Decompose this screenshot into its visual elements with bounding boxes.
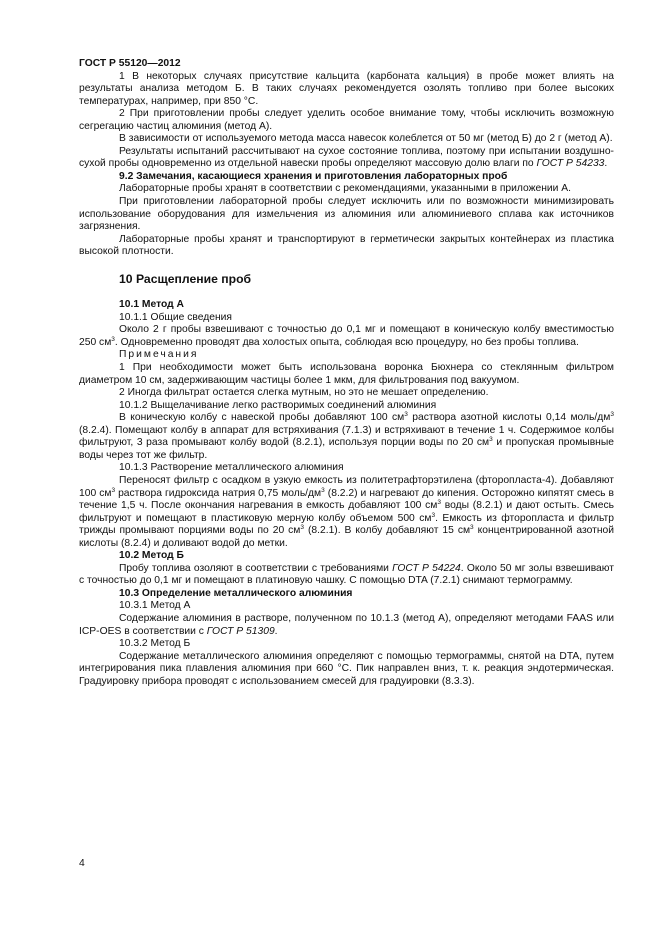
section-heading: 10.3 Определение металлического алюминия	[119, 587, 353, 599]
notes-label: Примечания	[119, 349, 199, 361]
paragraph: В коническую колбу с навеской пробы добавляют 100 $см^3$ раствора азотной кислоты 0,14 моль/$дм^3$ (8.2.4). Помещают колбу в аппарат для встряхивания (7.1.3) и встряхивают в течение 1 ч. Содержимое колбы фильтруют, 3 раза промывают колбу водой (8.2.1), используя порции воды по 20 $см^3$ и пропуская промывные воды через тот же фильтр.	[79, 411, 614, 461]
paragraph: 1 В некоторых случаях присутствие кальцита (карбоната кальция) в пробе может влиять на результаты анализа методом Б. В таких случаях рекомендуется озолять топливо при более высоких температурах, например, при 850 °С.	[79, 70, 614, 107]
paragraph: Содержание алюминия в растворе, полученном по 10.1.3 (метод А), определяют методами FAAS или ICP-OES в соответствии с ГОСТ Р 51309.	[79, 612, 614, 637]
document-page	[79, 58, 614, 688]
paragraph: Лабораторные пробы хранят и транспортируют в герметически закрытых контейнерах из пластика высокой плотности.	[79, 233, 614, 258]
standard-reference: ГОСТ Р 54224	[392, 562, 461, 574]
paragraph: Лабораторные пробы хранят в соответствии с рекомендациями, указанными в приложении А.	[119, 183, 572, 195]
note: 2 Иногда фильтрат остается слегка мутным, но это не мешает определению.	[119, 387, 489, 399]
subsection-heading: 10.3.2 Метод Б	[119, 638, 191, 650]
section-heading: 10.2 Метод Б	[119, 550, 184, 562]
paragraph: 2 При приготовлении пробы следует уделить особое внимание тому, чтобы исключить возможную сегрегацию частиц алюминия (метод А).	[79, 108, 614, 132]
standard-reference: ГОСТ Р 54233	[536, 158, 605, 170]
note: 1 При необходимости может быть использована воронка Бюхнера со стеклянным фильтром диаметром 10 см, задерживающим частицы более 1 мкм, для фильтрования под вакуумом.	[79, 362, 614, 386]
document-header: ГОСТ Р 55120—2012	[79, 58, 181, 69]
paragraph: При приготовлении лабораторной пробы следует исключить или по возможности минимизировать использование оборудования для измельчения из алюминия или алюминиевого сплава как источников загрязнения.	[79, 196, 614, 233]
subsection-heading: 10.1.1 Общие сведения	[119, 311, 232, 323]
paragraph: В зависимости от используемого метода масса навесок колеблется от 50 мг (метод Б) до 2 г (метод А).	[119, 133, 613, 145]
subsection-heading: 10.1.2 Выщелачивание легко растворимых соединений алюминия	[119, 399, 437, 411]
chapter-heading: 10 Расщепление проб	[119, 271, 252, 286]
page-number: 4	[79, 858, 85, 869]
paragraph: Пробу топлива озоляют в соответствии с требованиями ГОСТ Р 54224. Около 50 мг золы взвешивают с точностью до 0,1 мг и помещают в платиновую чашку. С помощью DTA (7.2.1) снимают термограмму.	[79, 562, 614, 587]
subsection-heading: 10.1.3 Растворение металлического алюминия	[119, 462, 344, 474]
standard-reference: ГОСТ Р 51309	[206, 625, 275, 637]
subsection-heading: 10.3.1 Метод А	[119, 600, 191, 612]
paragraph: Содержание металлического алюминия определяют с помощью термограммы, снятой на DTA, путем интегрирования пика плавления алюминия при 660 °С. Пик направлен вниз, т. к. реакция эндотермическая. Градуировку прибора проводят с использованием смесей для градуировки (8.3.3).	[79, 650, 614, 687]
paragraph: Результаты испытаний рассчитывают на сухое состояние топлива, поэтому при испытании воздушно-сухой пробы одновременно из отдельной навески пробы определяют массовую долю влаги по ГОСТ Р 54233.	[79, 145, 614, 170]
paragraph: Переносят фильтр с осадком в узкую емкость из политетрафторэтилена (фторопласта-4). Добавляют 100 $см^3$ раствора гидроксида натрия 0,75 моль/$дм^3$ (8.2.2) и нагревают до кипения. Осторожно кипятят смесь в течение 1,5 ч. После окончания нагревания в емкость добавляют 100 $см^3$ воды (8.2.1) и дают остыть. Смесь фильтруют и помещают в пластиковую мерную колбу объемом 500 $см^3$. Емкость из фторопласта и фильтр трижды промывают порциями воды по 20 $см^3$ (8.2.1). В колбу добавляют 15 $см^3$ концентрированной азотной кислоты (8.2.4) и доливают водой до метки.	[79, 474, 615, 549]
section-heading: 10.1 Метод А	[119, 299, 184, 311]
section-heading: 9.2 Замечания, касающиеся хранения и приготовления лабораторных проб	[119, 170, 508, 182]
paragraph: Около 2 г пробы взвешивают с точностью до 0,1 мг и помещают в коническую колбу вместимостью 250 $см^3$. Одновременно проводят два холостых опыта, соблюдая всю процедуру, но без пробы топлива.	[79, 324, 614, 348]
